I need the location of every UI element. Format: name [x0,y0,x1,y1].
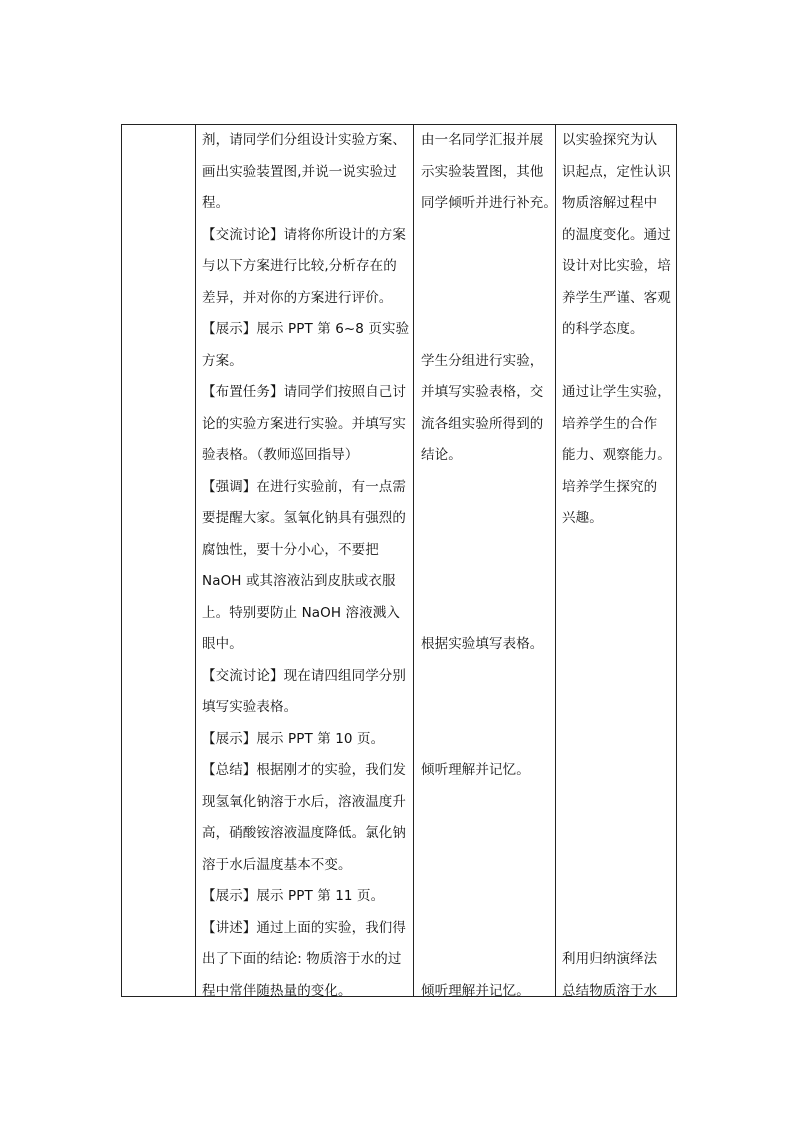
student-text-line [421,566,555,598]
teacher-activity-column [202,125,414,1007]
teacher-text-line: 程。 [202,195,230,211]
intent-text-line: 的科学态度。 [562,321,644,337]
design-intent-column [562,125,674,1007]
student-text-line: 由一名同学汇报并展 [421,132,544,148]
intent-text-line [562,913,674,945]
teacher-text-line: 【交流讨论】请将你所设计的方案 [202,226,406,243]
teacher-text-line: 方案。 [202,352,243,369]
intent-text-line: 通过让学生实验， [562,384,671,400]
teacher-text-line: 程中常伴随热量的变化。 [202,982,352,999]
student-text-line [421,661,555,693]
intent-text-line [562,598,674,630]
student-activity-column [421,125,555,1007]
teacher-text-line: NaOH 或其溶液沾到皮肤或衣服 [202,573,396,589]
intent-text-line [562,787,674,819]
intent-text-line [562,724,674,756]
intent-text-line [562,346,674,378]
teacher-text-line: 差异，并对你的方案进行评价。 [202,289,393,306]
teacher-text-line: 验表格。（教师巡回指导） [202,447,359,463]
student-text-line [421,220,555,252]
student-text-line [421,850,555,882]
intent-text-line: 的温度变化。通过 [562,226,671,243]
teacher-text-line: 上。特别要防止 NaOH 溶液溅入 [202,604,400,621]
student-text-line: 倾听理解并记忆。 [421,982,530,999]
intent-text-line: 利用归纳演绎法 [562,951,658,967]
intent-text-line [562,535,674,567]
student-text-line: 结论。 [421,447,462,463]
student-text-line [421,251,555,283]
teacher-text-line: 剂，请同学们分组设计实验方案、 [202,132,406,148]
teacher-text-line: 【讲述】通过上面的实验，我们得 [202,919,406,936]
intent-text-line: 培养学生的合作 [562,415,658,432]
intent-text-line [562,566,674,598]
student-text-line [421,692,555,724]
teacher-text-line: 【布置任务】请同学们按照自己讨 [202,384,406,400]
student-text-line [421,503,555,535]
intent-text-line [562,661,674,693]
student-text-line: 根据实验填写表格。 [421,636,544,652]
intent-text-line: 养学生严谨、客观 [562,289,671,306]
teacher-text-line: 现氢氧化钠溶于水后，溶液温度升 [202,793,406,810]
intent-text-line: 总结物质溶于水 [562,982,658,999]
intent-text-line: 以实验探究为认 [562,132,658,148]
student-text-line: 示实验装置图，其他 [421,163,544,180]
teacher-text-line: 【交流讨论】现在请四组同学分别 [202,667,406,684]
student-text-line [421,598,555,630]
intent-text-line: 能力、观察能力。 [562,447,671,463]
teacher-text-line: 出了下面的结论: 物质溶于水的过 [202,951,402,967]
teacher-text-line: 【强调】在进行实验前，有一点需 [202,478,406,495]
teacher-text-line: 【展示】展示 PPT 第 6~8 页实验 [202,321,410,337]
teacher-text-line: 【总结】根据刚才的实验，我们发 [202,762,406,778]
column-divider [195,125,196,996]
student-text-line [421,818,555,850]
student-text-line [421,881,555,913]
student-text-line [421,787,555,819]
student-text-line [421,913,555,945]
student-text-line: 流各组实验所得到的 [421,415,544,432]
student-text-line: 同学倾听并进行补充。 [421,195,557,211]
teacher-text-line: 眼中。 [202,636,243,652]
intent-text-line: 识起点，定性认识 [562,163,671,180]
student-text-line [421,535,555,567]
teacher-text-line: 画出实验装置图,并说一说实验过 [202,163,397,180]
teacher-text-line: 要提醒大家。氢氧化钠具有强烈的 [202,510,406,526]
student-text-line [421,314,555,346]
column-divider [555,125,556,996]
intent-text-line [562,692,674,724]
student-text-line: 倾听理解并记忆。 [421,762,530,778]
teacher-text-line: 腐蚀性，要十分小心，不要把 [202,541,379,558]
student-text-line [421,724,555,756]
teacher-text-line: 溶于水后温度基本不变。 [202,856,352,873]
student-text-line: 学生分组进行实验， [421,352,544,369]
intent-text-line: 兴趣。 [562,510,603,526]
teacher-text-line: 高，硝酸铵溶液温度降低。氯化钠 [202,825,406,841]
intent-text-line [562,881,674,913]
student-text-line [421,472,555,504]
intent-text-line: 培养学生探究的 [562,478,658,495]
teacher-text-line: 论的实验方案进行实验。并填写实 [202,415,406,432]
teacher-text-line: 填写实验表格。 [202,699,298,715]
teacher-text-line: 与以下方案进行比较,分析存在的 [202,258,397,274]
student-text-line: 并填写实验表格，交 [421,384,544,400]
student-text-line [421,944,555,976]
intent-text-line [562,629,674,661]
lesson-plan-table [121,124,677,997]
intent-text-line: 设计对比实验，培 [562,258,671,274]
intent-text-line [562,755,674,787]
intent-text-line [562,850,674,882]
intent-text-line [562,818,674,850]
intent-text-line: 物质溶解过程中 [562,195,658,211]
student-text-line [421,283,555,315]
teacher-text-line: 【展示】展示 PPT 第 11 页。 [202,888,385,904]
teacher-text-line: 【展示】展示 PPT 第 10 页。 [202,730,385,747]
